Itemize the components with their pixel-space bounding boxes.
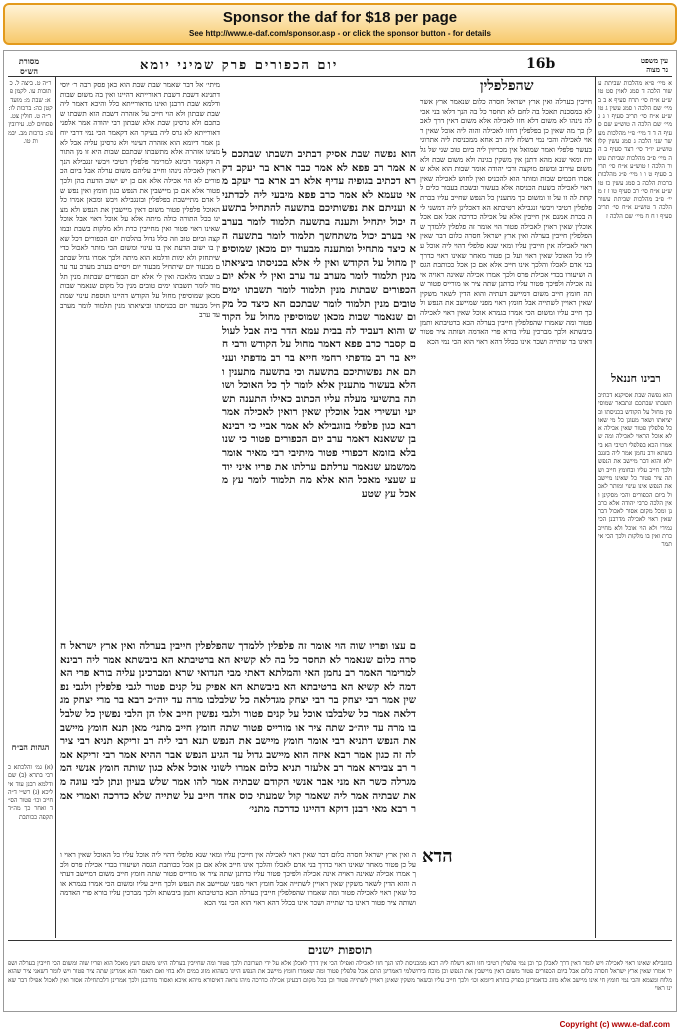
inner-commentary-bottom: ה ואין ארץ ישראל חסרה כלום דבר שאין ראוי לאכילה אין חייבין עליו ומאי שנא פלפלי דהוי ליה אוכל עליו כל האוכל שאין ראוי ועל כן פטור מאחר שאינו ראוי כדרך בני אדם לאכלו והלכך אינו חייב אלא אם כן אכל ככותבת הגסה ושיעורו בכדי אכילת פרס ולכך אמרו אכילה שאינה ראויה אינה אכילה ולפיכך פטור עליו כדתנן שתה ציר או מורייס פטור שתה חומץ חייב משום דמיישב דעתיה והוא הדין לשאר משקין שאין ראויין לשתייה אבל חומץ ראוי מפני שמיישב את הנפש ולכך חייב עליו ומשום הכי אמרו בגמרא אוכל שאין ראוי לאכילה פטור ומה שאמרו שהפלפלין חייבין בערלה הכא ברטיבתא ותמן ביבשתא ולכך מברכין עליו בורא פרי האדמה ושותה ציר פטור דאינו בר שתייה ושכר אינו בכלל דהא ראוי הוא הכי נמי הכא [60, 850, 416, 907]
masoret-label: מסורת הש״ס [18, 56, 40, 76]
ein-mishpat-text: א מיי׳ פ״א מהלכות שביתת עשור הלכה ד סמג לאוין סט טוש״ע א״ח סי׳ תרח סעיף א ב ב מיי׳ שם הלכה ו סמג עשין ג טוש״ע א״ח סי׳ תריב סעיף ו ג ג מיי׳ שם הלכה ה טוש״ע שם סעיף ה ד ד מיי׳ פ״י מהלכות מעשר שני הלכה ג סמג עשין קלו טוש״ע יו״ד סי׳ רצד סעיף ב ה ה מיי׳ פ״ב מהלכות שביתת עשור הלכה ו טוש״ע א״ח סי׳ תריב סעיף ט ו ו מיי׳ פ״ג מהלכות ברכות הלכה ב סמג עשין כז טוש״ע א״ח סי׳ רב סעיף טו ז ז מיי׳ פ״ב מהלכות שביתת עשור הלכה ד טוש״ע א״ח סי׳ תריב סעיף ו ח ח מיי׳ שם הלכה ז [598, 80, 672, 220]
hagahot-habach-text: (א) גמ׳ והלכתא כרבי בתרא (ב) שם ודלמא רבנן עוד אי ליכא (ג) רש״י ד״ה חייב וכו׳ פטור הס״ד ואחר כך מה״ד תקפה ככותבת [8, 764, 53, 821]
header-rule [8, 76, 672, 77]
rabbeinu-chananel-heading: רבינו חננאל [611, 372, 661, 385]
sponsor-title[interactable]: Sponsor the daf for $18 per page [222, 9, 458, 26]
inner-commentary-text: חייבין בערלה ואין ארץ ישראל חסרה כלום שנאמר ארץ אשר לא במסכנת תאכל בה לחם לא תחסר כל בה הנך דלאו בני אכילה נינהו לא משום דלא חזו לאכילה אלא משום דאין דרך לאכלן כך מה שאין כן בפלפלין דחזו לאכילה והוה ליה אוכל שאין ראוי לאכילה והכי נמי דשלח ליה רב אחא ממכניסת ליה אתרוגי בעשר פלפלי ואמר שמואל אין מכריזין ליה ביום טוב שני של גליות ומאי שנא מהא דתנן אין משקין בגינה ולא משום שבת ולא משום עירוב ומשום מוקצה ורבי יהודה אומר שבות הוא אלא שאסרו חכמים שבות ומותר הוא להכניס ואין לחוש לאכילה שאין ראוי לאכילה בשעת הכניסה אלא בעשור ובשבת בעבור כלים לקחת לה זו על זו ומשום כך מתענין כל הנפש שחייב עליו בכרת פלפלין רטיבי ויבשי זנגבילא רטיבתא הא דאכלינן ליה דמשני ליה בכרת אמנם אין חייבין אלא על אכילה כדרכה אבל אם אכל אוכלין שאין ראוין לאכילה פטור הוי אומר זה פלפלין ללמדך שהפלפלין חייבין בערלה ואין ארץ ישראל חסרה כלום דבר שאין ראוי לאכילה אין חייבין עליו ומאי שנא פלפלי דהוי ליה אוכל עליו כל האוכל שאין ראוי ועל כן פטור מאחר שאינו ראוי כדרך בני אדם לאכלו והלכך אינו חייב אלא אם כן אכל ככותבת הגסה ושיעורו בכדי אכילת פרס ולכך אמרו אכילה שאינה ראויה אינה אכילה ולפיכך פטור עליו כדתנן שתה ציר או מורייס פטור שתה חומץ חייב משום דמיישב דעתיה והוא הדין לשאר משקין שאין ראויין לשתייה אבל חומץ ראוי מפני שמיישב את הנפש ולכך חייב עליו ומשום הכי אמרו בגמרא אוכל שאין ראוי לאכילה פטור ומה שאמרו שהפלפלין חייבין בערלה הכא ברטיבתא ותמן ביבשתא ולכך מברכין עליו בורא פרי האדמה ושותה ציר פטור דאינו בר שתייה ושכר אינו בכלל דהא ראוי הוא הכי נמי הכא [420, 97, 592, 346]
page-title: יום הכפורים פרק שמיני יומא [140, 58, 339, 73]
tosafot-rule [8, 940, 672, 941]
tosafot-text: בזוגבילא שאינו ראוי לאכילה ויש לומר דאין דרך לאכלן כך וכן נמי פלפלין רטיבי חזו והא דשלח ליה רבא ממכניסת להו הנך חזו לאכילה ואפילו הכי אין דרך לאכלן אלא על ידי תערובת ולכך פטור ומה שחייבין בערלה היינו משום דעץ מאכל הוא ופריו שוה ומשום הכי חייבין בערלה ושפיר אמרו שאין ארץ ישראל חסרה כלום אבל ביום הכפורים פטור משום דאין מיישבין את הנפש וכן מוכח בירושלמי דאמרינן התם אכל פלפלין פטור ומה שאמרו חומץ מיישב את הנפש היינו כשהוא מזוג במים ולא בחי ואם תאמר והא אמרינן שתה ציר פטור ויש לומר דשאני ציר שהוא מלוח ומצמא והכי נמי חומץ חי אינו מיישב אלא מזוג כדאמרינן בפרק בתרא דיומא וכו׳ ולכך חייב עליו ובשאר משקין שאינן ראויין לשתייה פטור וכן בכל מקום דבעינן אכילה כדרכה מיהו נראה דאיסורא מיהא איכא ואסור מדרבנן ולכך אמרינן דלכתחילה אסור ואין לאכול אפילו דבר שאינו ראוי [8, 960, 672, 992]
divider-left [55, 76, 56, 938]
sponsor-subtitle[interactable]: See http://www.e-daf.com/sponsor.asp - or click the sponsor button - for details [189, 29, 491, 38]
divider-right [595, 76, 596, 938]
gemara-text: הוא נפשה שבת אסיק דבתיב תשבתו שבתכם לא אמר רב פפא לא אמר כבר ארא בר יעקב דקרא דכתיב בגופיה עדיף אלא רב ארא בר יעקב מאי טעמא לא אמר כרב פפא מיבעי ליה לכדתניא ועניתם את נפשותיכם בתשעה להתחיל בתשעה יכול יתחיל ותענה בתשעה תלמוד לומר בערב אי בערב יכול משתחשך תלמוד לומר בתשעה הא כיצד מתחיל ומתענה מבעוד יום מכאן שמוסיפין מחול על הקודש ואין לי אלא בכניסתו ביציאתו מנין תלמוד לומר מערב עד ערב ואין לי אלא יום הכפורים שבתות מנין תלמוד לומר תשבתו ימים טובים מנין תלמוד לומר שבתכם הא כיצד כל מקום שנאמר שבות מכאן שמוסיפין מחול על הקודש והוא דעביד לה בבית עמא הדר ביה אבל לעולם קסבר כרב פפא דאמר מחול על הקודש ורבי חייא בר רב מדפתי רחמי חייא בר רב מדפתי ועניתם את נפשותיכם בתשעה וכי בתשעה מתענין והלא בעשור מתענין אלא לומר לך כל האוכל ושותה בתשיעי מעלה עליו הכתוב כאילו התענה תשיעי ועשירי אבל אוכלין שאין רואין לאכילה אמר רבא כגון פלפלי בזוגבילא לא אמר אביי כי רבינא בן ששאנא דאמר ערב יום הכפורים פטור כי שנובלא בזומא דכפורי פטור מיתיבי רבי מאיר אומר ממשמע שנאמר ערלתם ערלתו את פריו איני יודע שעצי מאכל הוא אלא מה תלמוד לומר עץ מאכל עץ שטע [222, 148, 416, 500]
ein-mishpat-label: עין משפט נר מצוה [640, 56, 668, 74]
gemara-text-wide: ם עצו ופריו שוה הוי אומר זה פלפלין ללמדך שהפלפלין חייבין בערלה ואין ארץ ישראל חסרה כלום שנאמר לא תחסר כל בה לא קשיא הא ברטיבתא הא ביבשתא אמר ליה רבינא למרימר האמר רב נחמן האי והמלתא דאתי מבי הנדואי שרא ומברכינן עליה בורא פרי האדמה לא קשיא הא ברטיבתא הא ביבשתא הא אפיק על קנים פטור לגבי פלפלין ולגבי נפשין אמר רבי יצחק בר רבי יצחק מגדלאה כל שלבלבו מרה עד יוה״כ רבא בר מרי יצחק מגדלאה אמר כל שלבלבו אוכל על קנים פטור ולגבי נפשין חייב אלו הן הלבי נפשין כל שלבלבו מרה עד יוה״כ שתה ציר או מורייס פטור שתה חומץ חייב מתני׳ מאן תנא חומץ מיישב את הנפש דתניא רבי אומר חומץ מיישב את הנפש תנא רבי ליה רב זריקא תניא רבי ציר לה זה כגון אמר רבא איזה הוא מיישב גדול עד הגיע הנפש אבר ההיא אמר רבי זריקא אמר רב צבירא אמר רב אלעזר תניא כלום אמרו לשוני אוכל אלא כגון שותה חומץ אנשי הממגרלה כשר הא מני אבר אנשי הקודם שבתיה אמר להו אמר שלש בעיון ונתן לבי עוגה מאת שבתיה אמר ליה שאמר קול שמעתי כוס אחד חייב על שתייה שלא כדרכה ואמרי אמר רבא מאי רבנן דוקא דהיינו כדרכה מתני׳ [60, 640, 416, 816]
copyright-link[interactable]: Copyright (c) www.e-daf.com [559, 1020, 670, 1029]
outer-commentary-text: מיתי׳ אל דבר שאמר שבת שבת הוא כאן פסק רבה ר׳ יוסי דתנינא דשבת דשבת דאורייתא דהיינו ואין בה משום שבות ודלמא שבת דרבנן ואינו מדאורייתא כלל והיכא דאמר ליה שבת שבתון ולא הוי חייב על אזהרה דשבת הוא תשבתו שבתכם ולא גרסינן שבת אלא שבתון רבי יהודה אמר אלפני דאורייתא לא גרס ליה בעיקר הא דקאמר הכי נמי דרבי יוחנן אמר דיומא הוא אזהרה דעינוי ולא גרסינן עליה אבל לא מצינו אזהרה אלא מתשבתו שבתכם שבות היא זו מן התורה דקאמר רבינא למרימר פלפלין רטיבי ויבשי זנגבילא הנך ראוין לאכילה נינהו וחייב עליהם משום ערלה אבל ביום הכפורים לא הוי אכילה אלא אם כן יש ישוב הדעת בהן ולכך פטור אלא אם כן מיישבין את הנפש כגון חומץ ואין נפש של אדם מתיישבת בפלפלין ובזנגבילא ויבש ומכאן אמרו כל האוכל פלפלין פטור משום דאין מיישבין את הנפש ולא מצינו בכל התורה כולה מיתה אלא על אוכל ראוי אבל אוכל שאינו ראוי פטור ואין מחייבין כרת ולא מלקות בשבת ובמוקצה וביום טוב וזה כלל גדול בהלכות יום הכפורים דכל שאין בו ישוב הדעת אין בו עינוי ומשום הכי מותר לאכול כדי שיתחזק ולא ימות ודלמא הוא מיתה ולכך אמרו גדול שבתכם מבעוד יום שיתחיל מבעוד יום ויסיים בערב מערב עד ערב שבתו מלאכה ואין לי אלא יום הכפורים שבתות מנין תלמוד לומר תשבתו ימים טובים מנין כל מקום שנאמר שבות מכאן שמוסיפין מחול על הקודש דהיינו תוספת עינוי שמתחיל מבעוד יום בכניסתו וביציאתו מנין תלמוד לומר מערב עד ערב [60, 80, 220, 320]
gemara-first-word: הדא [422, 846, 453, 867]
page-number: 16b [526, 56, 556, 72]
masoret-hashas-text: ר״ה ט. ביצה ל. כתובות עו. לקמן פא: שבת מ: מועד קטן כה: ברכות לו: ר״ה ט. חולין צט. פסחים לט. עירובין נה: ברכות מב. יבמות טו. [8, 80, 53, 146]
inner-commentary-first-word: שהפלפלין [480, 78, 534, 94]
rabbeinu-chananel-text: הוא נפשה שבת אסיקנא דכתיב תשבתו שבתכם ונתבאר שמוסיפין מחול על הקודש בכניסתו וביציאתו ושאר מעונן כל מי שאוכל פלפלין פטור שאין אכילה אלא אוכל הראוי לאכילה ומה שאמרו הכא בפלפלי רטיבי הא ביבשתא ורב נחמן אמר ליה בזנגבילא והוא דבר מיישב את הנפש ולכך חייב עליו ובחומץ חייב ושתה ציר פטור כל שאינו מיישב את הנפש אינו עינוי ומותר לאכול ביום הכפורים והכי מסקינן ואין הלכה כרבי יהודה אלא כרבנן ומכל מקום אסור לאכול דבר שאין ראוי לאכילה מדרבנן הכי גמירי ולא הוי אוכל ולא מחייב כרת ואין בו מלקות ולכך הכי איתמר [598, 392, 672, 549]
tosafot-heading: תוספות ישנים [307, 943, 373, 957]
sponsor-banner[interactable] [3, 3, 677, 45]
hagahot-habach-heading: הגהות הב״ח [11, 742, 50, 752]
